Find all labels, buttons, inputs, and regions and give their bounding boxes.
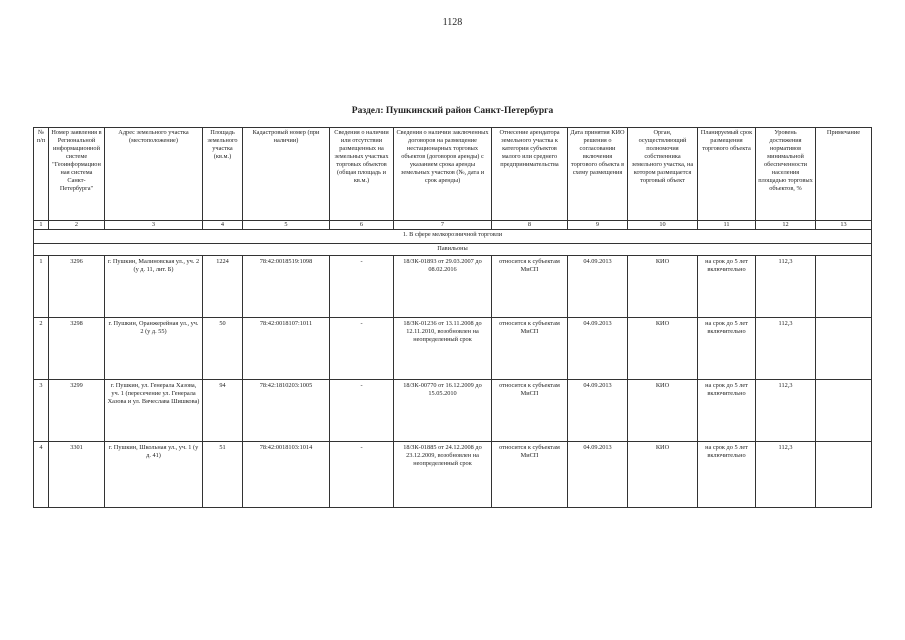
- header-cell: Адрес земельного участка (местоположение): [105, 128, 203, 221]
- header-cell: № п/п: [34, 128, 49, 221]
- section-row-label: 1. В сфере мелкорозничной торговли: [34, 230, 872, 244]
- cell-request-number: 3296: [49, 256, 105, 318]
- cell-cadastral-number: 78:42:0018519:1098: [243, 256, 330, 318]
- subsection-row: [34, 244, 872, 256]
- cell-owner-organ: КИО: [628, 380, 698, 442]
- cell-note: [816, 442, 872, 508]
- column-number: 7: [394, 221, 492, 230]
- cell-area: 50: [203, 318, 243, 380]
- trade-objects-table: [33, 127, 872, 508]
- header-cell: Сведения о наличии заключенных договоров на размещение нестационарных торговых объектов (договоров аренды) с указанием срока аренды земельных участков (№, дата и срок аренды): [394, 128, 492, 221]
- cell-objects-info: -: [330, 256, 394, 318]
- column-number: 6: [330, 221, 394, 230]
- page-number: 1128: [442, 17, 463, 28]
- cell-address: г. Пушкин, ул. Генерала Хазова, уч. 1 (пересечение ул. Генерала Хазова и ул. Вячеслава Шишкова): [105, 380, 203, 442]
- table-row: [34, 380, 872, 442]
- table-row: [34, 318, 872, 380]
- section-row: [34, 230, 872, 244]
- cell-address: г. Пушкин, Школьная ул., уч. 1 (у д. 41): [105, 442, 203, 508]
- header-cell: Планируемый срок размещения торгового объекта: [698, 128, 756, 221]
- section-title: Раздел: Пушкинский район Санкт-Петербурга: [351, 106, 554, 116]
- cell-area: 1224: [203, 256, 243, 318]
- column-number: 8: [492, 221, 568, 230]
- cell-cadastral-number: 78:42:0018107:1011: [243, 318, 330, 380]
- cell-objects-info: -: [330, 380, 394, 442]
- header-cell: Орган, осуществляющий полномочия собственника земельного участка, на котором размещается торговый объект: [628, 128, 698, 221]
- cell-cadastral-number: 78:42:0018103:1014: [243, 442, 330, 508]
- cell-contract: 18/ЗК-01236 от 13.11.2008 до 12.11.2010, возобновлен на неопределенный срок: [394, 318, 492, 380]
- cell-owner-organ: КИО: [628, 256, 698, 318]
- table-row: [34, 256, 872, 318]
- cell-placement-term: на срок до 5 лет включительно: [698, 380, 756, 442]
- header-cell: Сведения о наличии или отсутствии размещенных на земельных участках торговых объектов (общая площадь и кв.м.): [330, 128, 394, 221]
- cell-note: [816, 318, 872, 380]
- cell-address: г. Пушкин, Малиновская ул., уч. 2 (у д. 11, лит. Б): [105, 256, 203, 318]
- cell-request-number: 3299: [49, 380, 105, 442]
- cell-owner-organ: КИО: [628, 318, 698, 380]
- cell-provision-level: 112,3: [756, 318, 816, 380]
- cell-area: 94: [203, 380, 243, 442]
- cell-objects-info: -: [330, 318, 394, 380]
- column-number: 4: [203, 221, 243, 230]
- cell-placement-term: на срок до 5 лет включительно: [698, 442, 756, 508]
- header-row: [34, 128, 872, 221]
- header-cell: Дата принятия КИО решения о согласовании включения торгового объекта в схему размещения: [568, 128, 628, 221]
- column-number-row: [34, 221, 872, 230]
- column-number: 5: [243, 221, 330, 230]
- column-number: 10: [628, 221, 698, 230]
- header-cell: Номер заявления в Региональной информационной системе "Геоинформационная система Санкт-Петербурга": [49, 128, 105, 221]
- cell-provision-level: 112,3: [756, 442, 816, 508]
- cell-number: 3: [34, 380, 49, 442]
- cell-contract: 18/ЗК-00770 от 16.12.2009 до 15.05.2010: [394, 380, 492, 442]
- cell-decision-date: 04.09.2013: [568, 380, 628, 442]
- header-cell: Уровень достижения нормативов минимальной обеспеченности населения площадью торговых объектов, %: [756, 128, 816, 221]
- cell-cadastral-number: 78:42:1810203:1005: [243, 380, 330, 442]
- cell-request-number: 3298: [49, 318, 105, 380]
- cell-smb-category: относится к субъектам МиСП: [492, 256, 568, 318]
- cell-owner-organ: КИО: [628, 442, 698, 508]
- cell-placement-term: на срок до 5 лет включительно: [698, 256, 756, 318]
- cell-placement-term: на срок до 5 лет включительно: [698, 318, 756, 380]
- column-number: 2: [49, 221, 105, 230]
- cell-number: 4: [34, 442, 49, 508]
- cell-contract: 18/ЗК-01893 от 29.03.2007 до 08.02.2016: [394, 256, 492, 318]
- column-number: 1: [34, 221, 49, 230]
- cell-decision-date: 04.09.2013: [568, 442, 628, 508]
- column-number: 12: [756, 221, 816, 230]
- header-cell: Примечание: [816, 128, 872, 221]
- column-number: 9: [568, 221, 628, 230]
- cell-decision-date: 04.09.2013: [568, 318, 628, 380]
- cell-provision-level: 112,3: [756, 380, 816, 442]
- cell-number: 2: [34, 318, 49, 380]
- table-row: [34, 442, 872, 508]
- header-cell: Отнесение арендатора земельного участка к категории субъектов малого или среднего предпринимательства: [492, 128, 568, 221]
- cell-contract: 18/ЗК-01885 от 24.12.2008 до 23.12.2009, возобновлен на неопределенный срок: [394, 442, 492, 508]
- cell-smb-category: относится к субъектам МиСП: [492, 380, 568, 442]
- column-number: 3: [105, 221, 203, 230]
- cell-number: 1: [34, 256, 49, 318]
- column-number: 11: [698, 221, 756, 230]
- cell-smb-category: относится к субъектам МиСП: [492, 318, 568, 380]
- cell-provision-level: 112,3: [756, 256, 816, 318]
- subsection-row-label: Павильоны: [34, 244, 872, 256]
- cell-objects-info: -: [330, 442, 394, 508]
- cell-decision-date: 04.09.2013: [568, 256, 628, 318]
- cell-note: [816, 256, 872, 318]
- header-cell: Площадь земельного участка (кв.м.): [203, 128, 243, 221]
- column-number: 13: [816, 221, 872, 230]
- cell-note: [816, 380, 872, 442]
- cell-request-number: 3301: [49, 442, 105, 508]
- cell-smb-category: относится к субъектам МиСП: [492, 442, 568, 508]
- header-cell: Кадастровый номер (при наличии): [243, 128, 330, 221]
- cell-area: 51: [203, 442, 243, 508]
- cell-address: г. Пушкин, Оранжерейная ул., уч. 2 (у д. 55): [105, 318, 203, 380]
